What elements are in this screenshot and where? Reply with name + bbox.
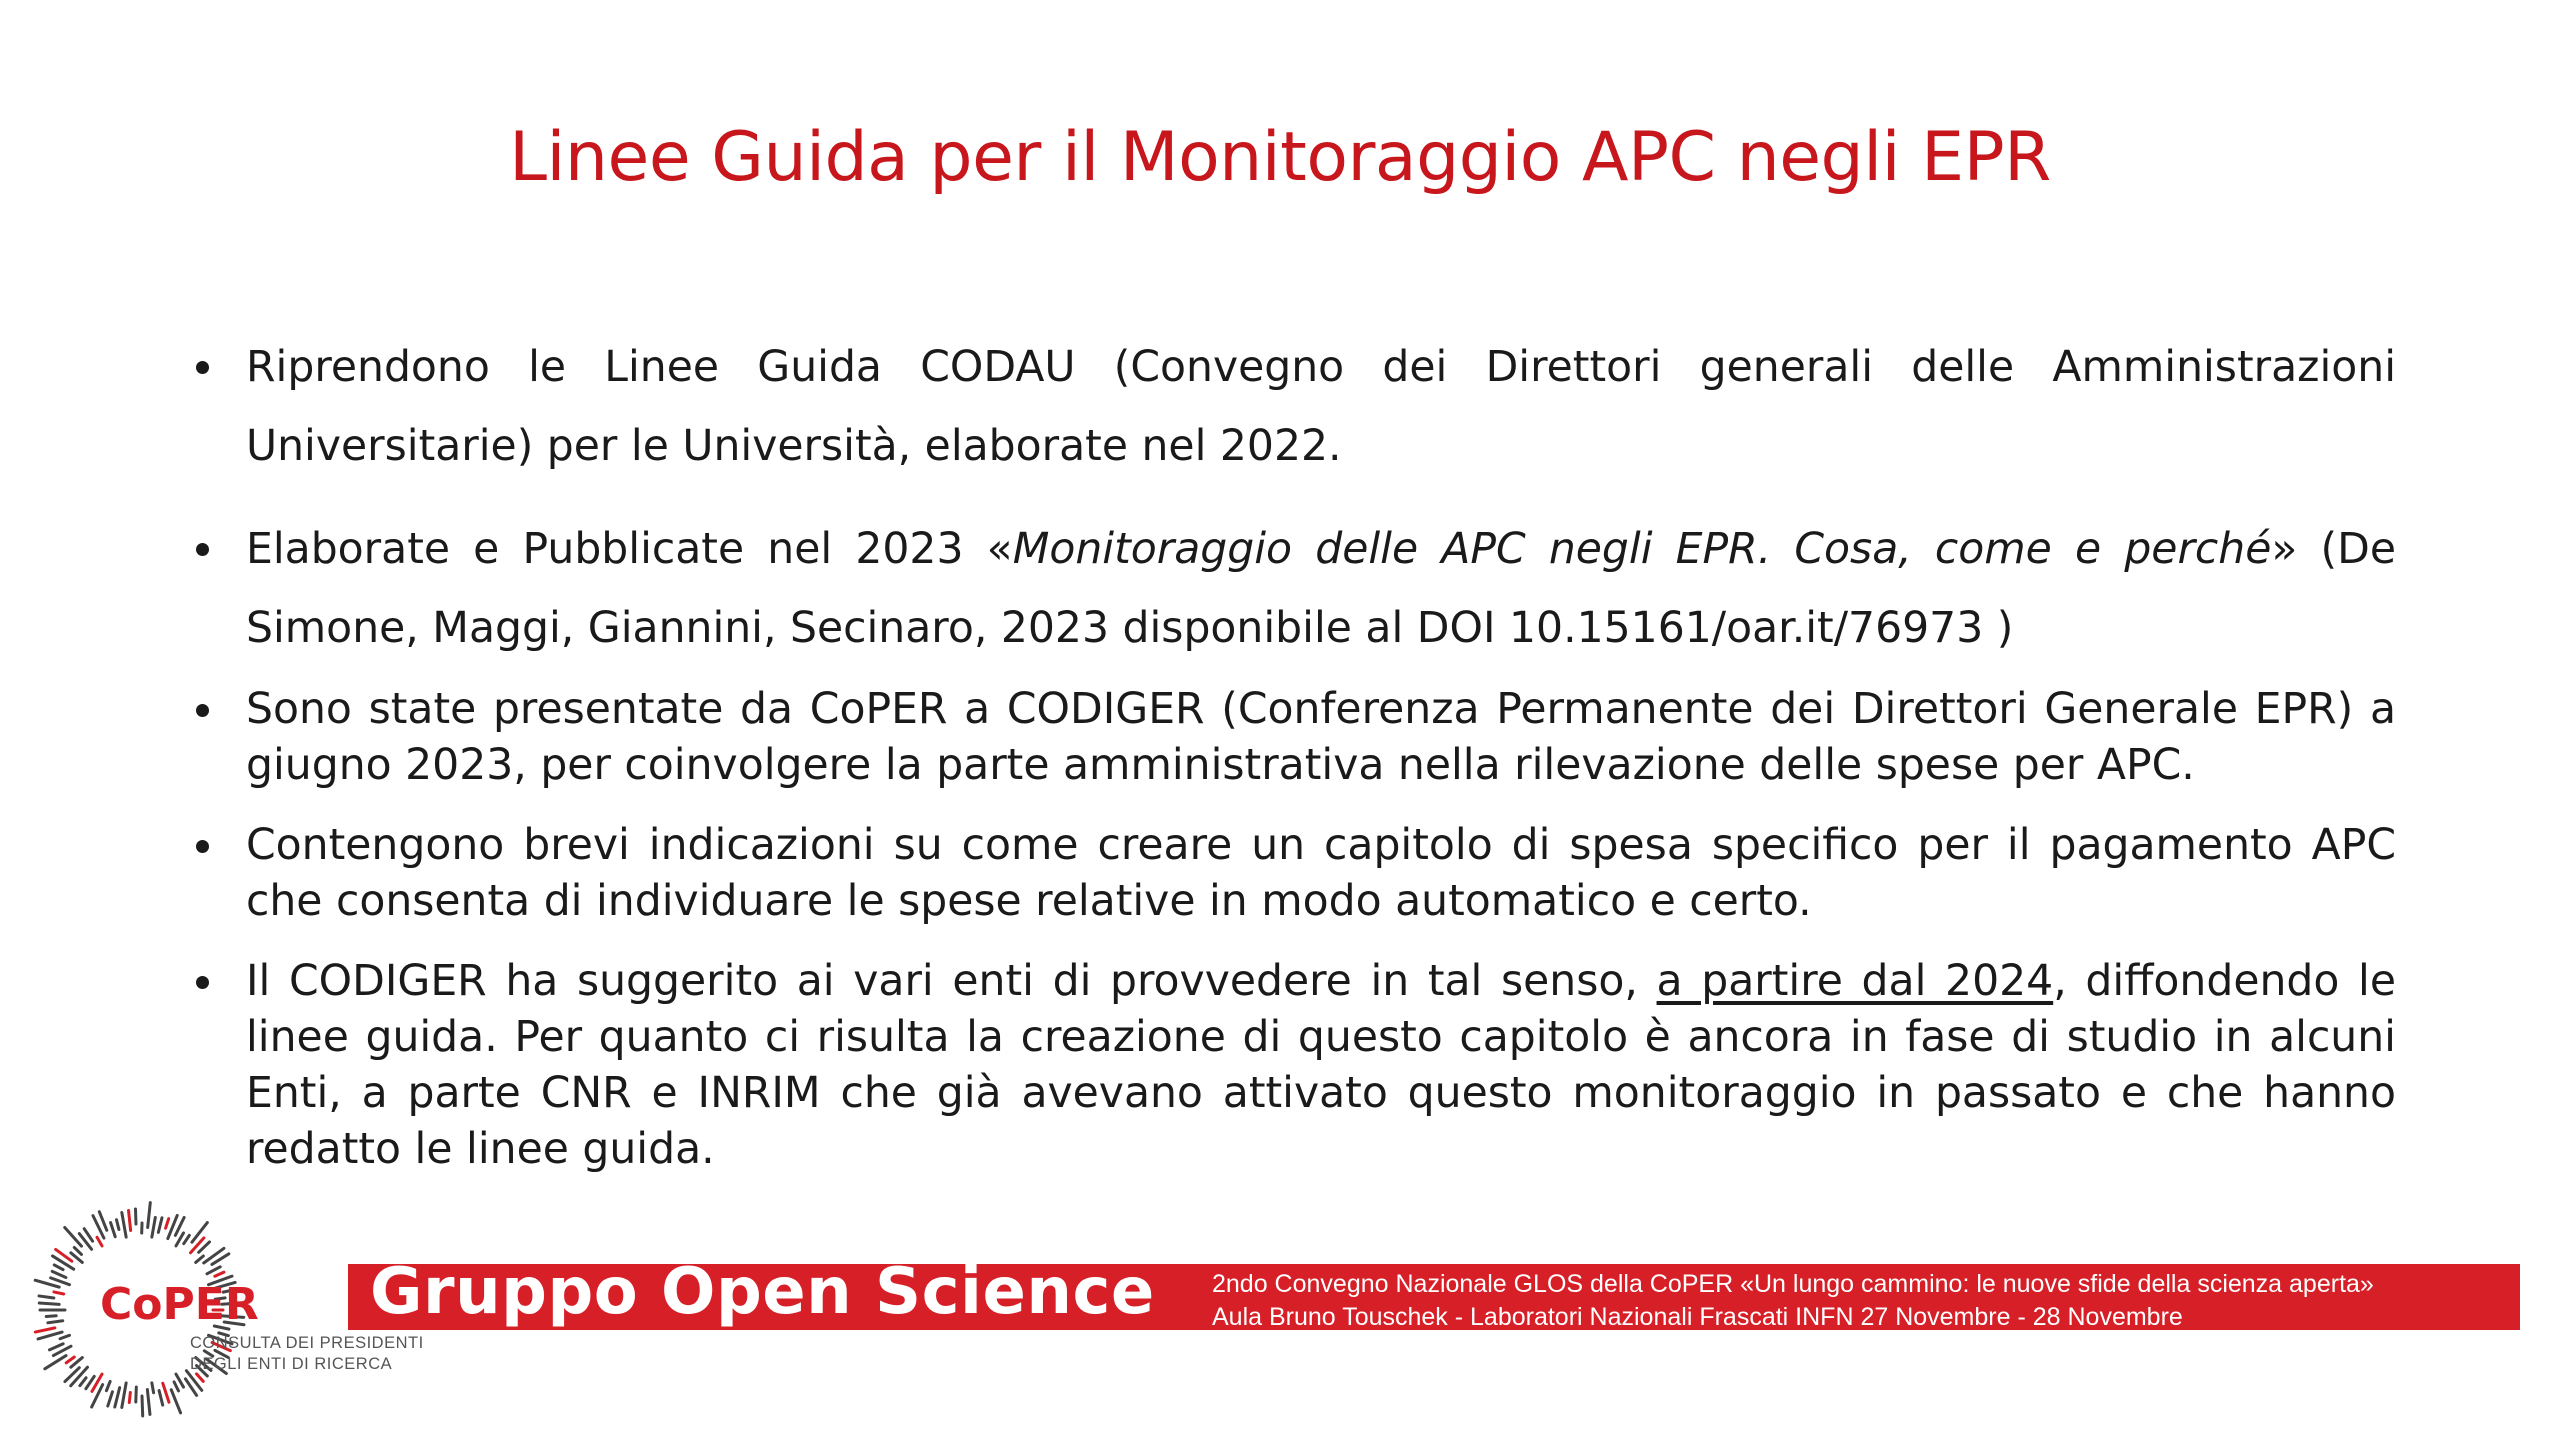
logo-ray [71, 1367, 88, 1386]
bullet-text: » (De Simone, Maggi, Giannini, Secinaro, 2023 disponibile al DOI 10.15161/oar.it/76973 ) [246, 525, 2397, 653]
logo-ray [129, 1211, 131, 1231]
logo-ray [54, 1292, 64, 1294]
logo-ray [35, 1328, 55, 1332]
bullet-text: Riprendono le Linee Guida CODAU (Convegno dei Direttori generali delle Amministrazioni Universitarie) per le Università, elaborate nel 2022. [246, 343, 2396, 471]
bullet-text: Il CODIGER ha suggerito ai vari enti di provvedere in tal senso, [246, 957, 1657, 1006]
logo-ray [148, 1203, 151, 1228]
logo-ray [204, 1248, 224, 1263]
logo-ray [196, 1256, 204, 1262]
logo-ray [60, 1335, 69, 1338]
logo-ray [108, 1392, 113, 1406]
logo-ray [39, 1296, 54, 1298]
logo-ray [74, 1247, 81, 1254]
publication-title: Monitoraggio delle APC negli EPR. Cosa, come e perché [1012, 525, 2272, 574]
logo-subtitle [190, 1333, 424, 1375]
logo-ray [66, 1357, 74, 1363]
logo-ray [207, 1267, 220, 1274]
bullet-text: Sono state presentate da CoPER a CODIGER (Conferenza Permanente dei Direttori Generale EPR) a giugno 2023, per coinvolgere la parte amministrativa nella rilevazione delle spese per APC. [246, 685, 2396, 790]
logo-subtitle-line: DEGLI ENTI DI RICERCA [190, 1355, 393, 1373]
logo-ray [159, 1391, 163, 1406]
logo-ray [136, 1387, 137, 1402]
logo-ray [117, 1220, 119, 1230]
footer-brand: Gruppo Open Science [370, 1255, 1155, 1329]
bullet-item [196, 954, 2396, 1178]
logo-ray [192, 1223, 207, 1243]
event-info [1212, 1268, 2374, 1334]
logo-ray [174, 1382, 178, 1391]
logo-ray [97, 1237, 102, 1246]
logo-ray [115, 1388, 120, 1407]
logo-ray [158, 1218, 162, 1233]
bullet-item [196, 818, 2396, 930]
logo-ray [184, 1235, 190, 1243]
logo-ray [147, 1390, 150, 1415]
logo-ray [54, 1265, 63, 1270]
logo-wordmark: CoPER [100, 1279, 259, 1330]
logo-ray [51, 1278, 70, 1285]
logo-ray [215, 1272, 224, 1276]
logo-ray [111, 1223, 116, 1237]
bullet-item [196, 328, 2396, 486]
logo-ray [152, 1217, 155, 1237]
logo-ray [39, 1303, 59, 1304]
logo-ray [80, 1378, 86, 1386]
logo-ray [52, 1271, 66, 1277]
bullet-text: Contengono brevi indicazioni su come creare un capitolo di spesa specifico per il pagamento APC che consenta di individuare le spese relative in modo automatico e certo. [246, 821, 2396, 926]
event-info-line: 2ndo Convegno Nazionale GLOS della CoPER «Un lungo cammino: le nuove sfide della scienza aperta» [1212, 1270, 2374, 1298]
logo-ray [46, 1316, 56, 1317]
logo-subtitle-line: CONSULTA DEI PRESIDENTI [190, 1334, 424, 1352]
logo-ray [49, 1344, 63, 1350]
logo-ray [163, 1383, 169, 1402]
bullet-text: Elaborate e Pubblicate nel 2023 « [246, 525, 1013, 574]
event-info-line: Aula Bruno Touschek - Laboratori Nazionali Frascati INFN 27 Novembre - 28 Novembre [1212, 1303, 2183, 1331]
bullet-list [196, 328, 2396, 1178]
logo-ray [142, 1396, 143, 1416]
logo-ray [129, 1393, 130, 1403]
bullet-item [196, 682, 2396, 794]
logo-ray [171, 1390, 180, 1413]
logo-ray [106, 1381, 110, 1390]
logo-ray [65, 1228, 82, 1247]
logo-ray [45, 1356, 66, 1369]
bullet-item [196, 510, 2396, 668]
underlined-date-text: a partire dal 2024 [1656, 957, 2054, 1006]
logo-ray [38, 1332, 62, 1339]
logo-ray [122, 1383, 126, 1408]
logo-ray [166, 1219, 169, 1229]
logo-ray [152, 1383, 154, 1393]
logo-ray [197, 1374, 204, 1381]
bullet-text: , diffondendo le linee guida. Per quanto ci risulta la creazione di questo capitolo è ancora in fase di studio in alcuni Enti, a parte CNR e INRIM che già avevano attivato questo monitoraggio in passato e che hanno redatto le linee guida. [246, 957, 2396, 1174]
logo-ray [48, 1321, 63, 1323]
logo-ray [122, 1213, 126, 1238]
logo-ray [135, 1209, 136, 1224]
logo-ray [35, 1280, 59, 1287]
slide-title: Linee Guida per il Monitoraggio APC negli EPR [509, 118, 2051, 197]
